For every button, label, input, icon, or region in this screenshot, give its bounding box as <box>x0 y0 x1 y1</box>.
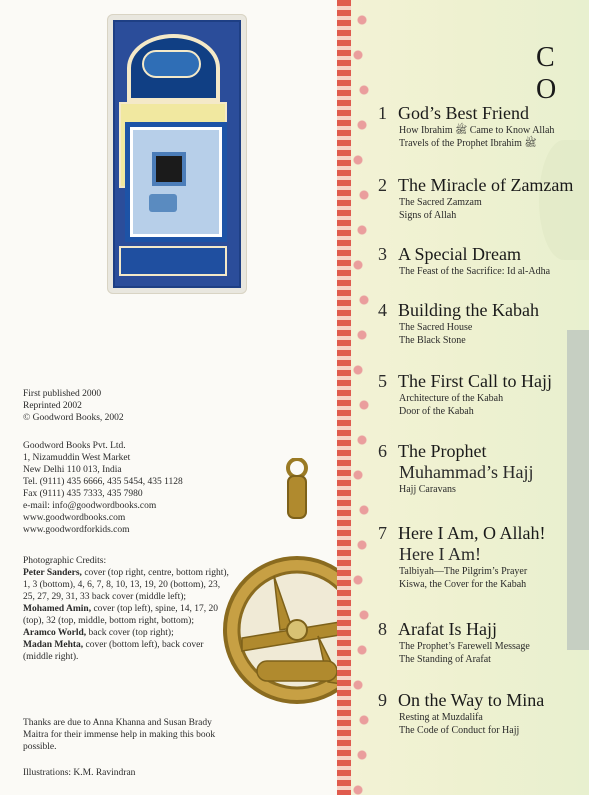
publishing-line: © Goodword Books, 2002 <box>23 413 124 423</box>
entry-subtitle: The Prophet’s Farewell Message <box>399 641 530 652</box>
publishing-info <box>23 388 124 424</box>
toc-entry <box>378 523 545 591</box>
credit-entry <box>23 567 233 603</box>
entry-subtitle: The Code of Conduct for Hajj <box>399 725 520 736</box>
entry-subtitle: The Feast of the Sacrifice: Id al-Adha <box>399 266 551 277</box>
entry-title: A Special Dream <box>398 244 521 264</box>
credit-pages: back cover (top right); <box>86 628 174 638</box>
entry-title: Arafat Is Hajj <box>398 619 497 639</box>
entry-title: The First Call to Hajj <box>398 371 552 391</box>
entry-subtitle: Signs of Allah <box>399 210 457 221</box>
address-line: e-mail: info@goodwordbooks.com <box>23 501 157 511</box>
entry-subtitle: The Sacred House <box>399 322 473 333</box>
toc-entry <box>378 244 550 278</box>
entry-title: The Miracle of Zamzam <box>398 175 574 195</box>
kaaba-icon <box>152 152 186 186</box>
address-line: www.goodwordforkids.com <box>23 525 130 535</box>
entry-subtitle: Door of the Kabah <box>399 406 474 417</box>
entry-title: God’s Best Friend <box>398 103 530 123</box>
credit-entry <box>23 627 233 639</box>
toc-entry <box>378 103 554 150</box>
entry-number: 4 <box>378 300 387 320</box>
publisher-address <box>23 440 183 536</box>
toc-entry <box>378 175 573 222</box>
address-line: 1, Nizamuddin West Market <box>23 453 131 463</box>
publishing-line: First published 2000 <box>23 389 102 399</box>
credit-pages: cover (top right, centre, bottom right), 1, 3 (bottom), 4, 6, 7, 8, 10, 13, 19, 20 (bottom), 23, 25, 27, 29, 31, 33 back cover (middle left); <box>23 568 229 602</box>
toc-entry <box>378 690 544 737</box>
credit-name: Peter Sanders, <box>23 568 82 578</box>
entry-subtitle: The Standing of Arafat <box>399 654 491 665</box>
entry-number: 5 <box>378 371 387 391</box>
entry-number: 6 <box>378 441 387 461</box>
entry-title-line2: Here I Am! <box>399 544 481 564</box>
entry-subtitle: Travels of the Prophet Ibrahim ﷺ <box>399 138 537 149</box>
entry-title: Building the Kabah <box>398 300 539 320</box>
entry-number: 3 <box>378 244 387 264</box>
floral-border <box>350 0 374 795</box>
entry-number: 8 <box>378 619 387 639</box>
address-line: Tel. (9111) 435 6666, 435 5454, 435 1128 <box>23 477 183 487</box>
credit-entry <box>23 603 233 627</box>
toc-entry <box>378 441 533 496</box>
contents-heading: C O <box>536 42 565 105</box>
page-divider-border <box>337 0 351 795</box>
credits-heading: Photographic Credits: <box>23 556 107 566</box>
credit-pages: cover (top left), spine, 14, 17, 20 (top), 32 (top, middle, bottom right, bottom); <box>23 604 218 626</box>
publishing-line: Reprinted 2002 <box>23 401 82 411</box>
tile-detail <box>149 194 177 212</box>
credit-name: Aramco World, <box>23 628 87 638</box>
mosque-tile-illustration <box>107 14 247 294</box>
entry-subtitle: Talbiyah—The Pilgrim’s Prayer <box>399 566 528 577</box>
credit-entry <box>23 639 233 663</box>
entry-title-line2: Muhammad’s Hajj <box>399 462 534 482</box>
entry-number: 9 <box>378 690 387 710</box>
credit-pages: cover (bottom left), back cover (middle right). <box>23 640 204 662</box>
address-line: Goodword Books Pvt. Ltd. <box>23 441 126 451</box>
address-line: Fax (9111) 435 7333, 435 7980 <box>23 489 143 499</box>
toc-entry <box>378 300 539 347</box>
entry-title: Here I Am, O Allah! <box>398 523 546 543</box>
entry-number: 7 <box>378 523 387 543</box>
entry-subtitle: How Ibrahim ﷺ Came to Know Allah <box>399 125 555 136</box>
entry-subtitle: Resting at Muzdalifa <box>399 712 483 723</box>
entry-subtitle: Architecture of the Kabah <box>399 393 504 404</box>
credit-name: Mohamed Amin, <box>23 604 92 614</box>
credit-name: Madan Mehta, <box>23 640 84 650</box>
address-line: New Delhi 110 013, India <box>23 465 122 475</box>
photo-edge <box>567 330 589 650</box>
illustrations-credit: Illustrations: K.M. Ravindran <box>23 768 136 778</box>
address-line: www.goodwordbooks.com <box>23 513 126 523</box>
entry-title: The Prophet <box>398 441 487 461</box>
entry-subtitle: The Black Stone <box>399 335 466 346</box>
tile-arch-motif <box>142 50 201 78</box>
entry-number: 1 <box>378 103 387 123</box>
entry-subtitle: Kiswa, the Cover for the Kabah <box>399 579 527 590</box>
thanks-note: Thanks are due to Anna Khanna and Susan Brady Maitra for their immense help in making this book possible. <box>23 718 216 752</box>
photo-credits <box>23 555 233 663</box>
entry-subtitle: The Sacred Zamzam <box>399 197 482 208</box>
entry-number: 2 <box>378 175 387 195</box>
entry-subtitle: Hajj Caravans <box>399 484 456 495</box>
toc-entry <box>378 371 552 418</box>
tile-bottom-band <box>119 246 227 276</box>
toc-entry <box>378 619 530 666</box>
entry-title: On the Way to Mina <box>398 690 545 710</box>
